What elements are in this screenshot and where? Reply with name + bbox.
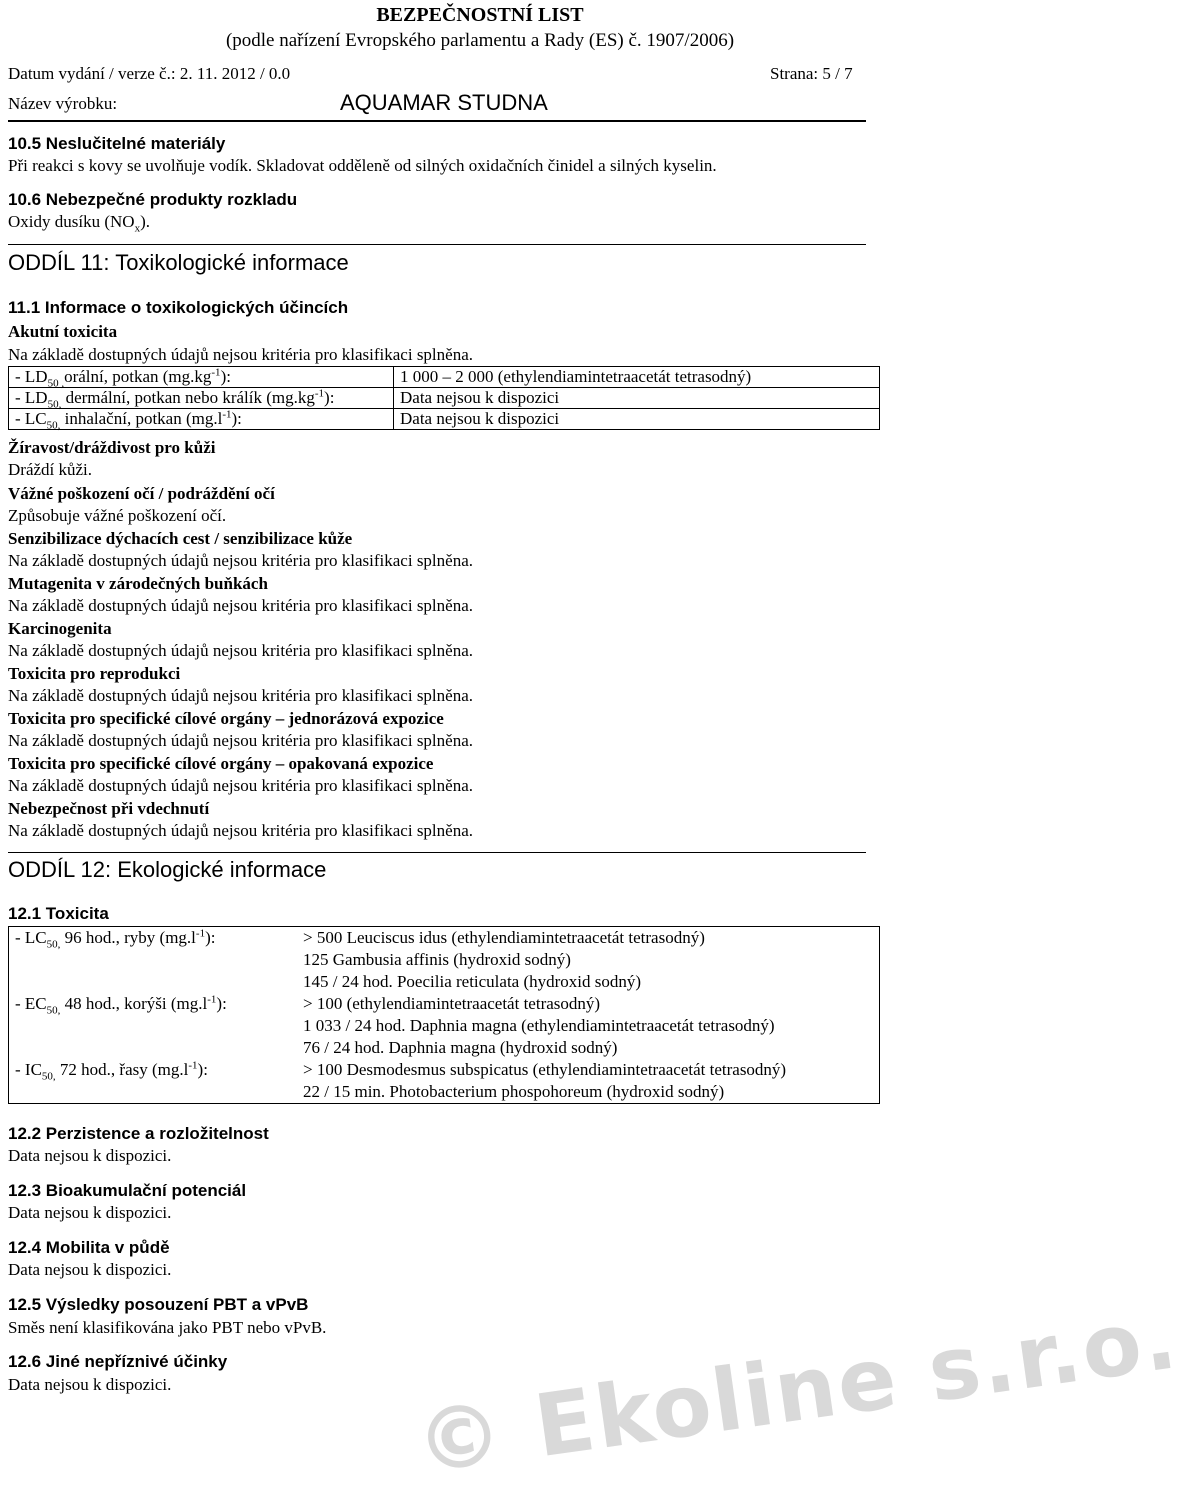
product-label: Název výrobku: <box>8 94 118 113</box>
heading-12-5: 12.5 Výsledky posouzení PBT a vPvB <box>8 1295 309 1314</box>
document-subtitle: (podle nařízení Evropského parlamentu a Rady (ES) č. 1907/2006) <box>225 30 735 51</box>
table-cell-label: - $LC_{50,}$ inhalační, potkan $(mg.l^{-1})$: <box>9 409 394 430</box>
table-row <box>9 409 880 430</box>
heading-10-6: 10.6 Nebezpečné produkty rozkladu <box>8 190 298 209</box>
value-line: 145 / 24 hod. Poecilia reticulata (hydroxid sodný) <box>303 972 642 991</box>
value-line: 76 / 24 hod. Daphnia magna (hydroxid sodný) <box>303 1038 618 1057</box>
text-10-6: Oxidy dusíku $(NO_x)$. <box>8 212 150 235</box>
heading-12-4: 12.4 Mobilita v půdě <box>8 1238 170 1257</box>
item-heading: Senzibilizace dýchacích cest / senzibilizace kůže <box>8 529 353 548</box>
value-line: 22 / 15 min. Photobacterium phospohoreum (hydroxid sodný) <box>303 1082 725 1101</box>
item-text: Na základě dostupných údajů nejsou kritéria pro klasifikaci splněna. <box>8 821 473 840</box>
value-line: > 100 (ethylendiamintetraacetát tetrasodný) <box>303 994 601 1013</box>
table-row <box>9 993 880 1059</box>
item-text: Na základě dostupných údajů nejsou kritéria pro klasifikaci splněna. <box>8 686 473 705</box>
table-cell-value: Data nejsou k dispozici <box>394 388 880 409</box>
item-heading: Karcinogenita <box>8 619 112 638</box>
acute-toxicity-text: Na základě dostupných údajů nejsou kritéria pro klasifikaci splněna. <box>8 345 473 364</box>
item-text: Na základě dostupných údajů nejsou kritéria pro klasifikaci splněna. <box>8 551 473 570</box>
header-divider <box>8 120 866 122</box>
section-11-title: ODDÍL 11: Toxikologické informace <box>8 250 349 275</box>
table-cell-label: - $LD_{50 ,}orá\ln í$, potkan $(mg.kg^{-1})$: <box>9 367 394 388</box>
issue-date: Datum vydání / verze č.: 2. 11. 2012 / 0.0 <box>8 64 291 83</box>
text-10-5: Při reakci s kovy se uvolňuje vodík. Skladovat odděleně od silných oxidačních činidel a silných kyselin. <box>8 156 717 175</box>
table-row <box>9 388 880 409</box>
product-name: AQUAMAR STUDNA <box>340 90 548 115</box>
table-row <box>9 927 880 994</box>
table-cell-value <box>297 927 880 994</box>
table-cell-label: - $LC_{50,}$ 96 hod., ryby $(mg.l^{-1})$: <box>15 927 216 951</box>
section-12-title: ODDÍL 12: Ekologické informace <box>8 857 327 882</box>
item-text: Na základě dostupných údajů nejsou kritéria pro klasifikaci splněna. <box>8 596 473 615</box>
value-line: 1 033 / 24 hod. Daphnia magna (ethylendiamintetraacetát tetrasodný) <box>303 1016 775 1035</box>
table-row <box>9 367 880 388</box>
table-cell-value <box>297 993 880 1059</box>
text-12-6: Data nejsou k dispozici. <box>8 1375 172 1394</box>
value-line: > 500 Leuciscus idus (ethylendiamintetraacetát tetrasodný) <box>303 928 705 947</box>
item-heading: Vážné poškození očí / podráždění očí <box>8 484 275 503</box>
text-12-5: Směs není klasifikována jako PBT nebo vPvB. <box>8 1318 327 1337</box>
table-cell-value: 1 000 – 2 000 (ethylendiamintetraacetát tetrasodný) <box>394 367 880 388</box>
heading-12-1: 12.1 Toxicita <box>8 904 109 923</box>
table-cell-label: - $EC_{50,}$ 48 hod., korýši $(mg.l^{-1})$: <box>15 993 227 1017</box>
heading-12-3: 12.3 Bioakumulační potenciál <box>8 1181 247 1200</box>
item-text: Dráždí kůži. <box>8 460 93 479</box>
item-heading: Nebezpečnost při vdechnutí <box>8 799 210 818</box>
item-heading: Žíravost/dráždivost pro kůži <box>8 438 216 457</box>
table-row <box>9 1059 880 1104</box>
heading-11-1: 11.1 Informace o toxikologických účincích <box>8 298 349 317</box>
table-cell-value: Data nejsou k dispozici <box>394 409 880 430</box>
table-cell-label: - $IC_{50,}$ 72 hod., řasy $(mg.l^{-1})$: <box>15 1059 208 1083</box>
value-line: 125 Gambusia affinis (hydroxid sodný) <box>303 950 571 969</box>
item-text: Na základě dostupných údajů nejsou kritéria pro klasifikaci splněna. <box>8 641 473 660</box>
ecotoxicity-table <box>8 926 880 1104</box>
text-12-2: Data nejsou k dispozici. <box>8 1146 172 1165</box>
heading-10-5: 10.5 Neslučitelné materiály <box>8 134 226 153</box>
section-12-divider <box>8 852 866 853</box>
item-text: Na základě dostupných údajů nejsou kritéria pro klasifikaci splněna. <box>8 776 473 795</box>
heading-12-6: 12.6 Jiné nepříznivé účinky <box>8 1352 228 1371</box>
document-title: BEZPEČNOSTNÍ LIST <box>376 4 584 26</box>
heading-12-2: 12.2 Perzistence a rozložitelnost <box>8 1124 269 1143</box>
acute-toxicity-heading: Akutní toxicita <box>8 322 118 341</box>
item-heading: Mutagenita v zárodečných buňkách <box>8 574 268 593</box>
item-text: Na základě dostupných údajů nejsou kritéria pro klasifikaci splněna. <box>8 731 473 750</box>
item-heading: Toxicita pro reprodukci <box>8 664 181 683</box>
section-11-divider <box>8 244 866 245</box>
table-cell-value <box>297 1059 880 1104</box>
item-heading: Toxicita pro specifické cílové orgány – jednorázová expozice <box>8 709 444 728</box>
text-12-4: Data nejsou k dispozici. <box>8 1260 172 1279</box>
item-text: Způsobuje vážné poškození očí. <box>8 506 227 525</box>
acute-toxicity-table <box>8 366 880 430</box>
table-cell-label: - $LD_{50,}$ dermální, potkan nebo králík $(mg.kg^{-1})$: <box>9 388 394 409</box>
watermark: © Ekoline s.r.o. <box>410 1288 1184 1495</box>
item-heading: Toxicita pro specifické cílové orgány – opakovaná expozice <box>8 754 434 773</box>
text-12-3: Data nejsou k dispozici. <box>8 1203 172 1222</box>
page-number: Strana: 5 / 7 <box>770 64 853 83</box>
value-line: > 100 Desmodesmus subspicatus (ethylendiamintetraacetát tetrasodný) <box>303 1060 787 1079</box>
